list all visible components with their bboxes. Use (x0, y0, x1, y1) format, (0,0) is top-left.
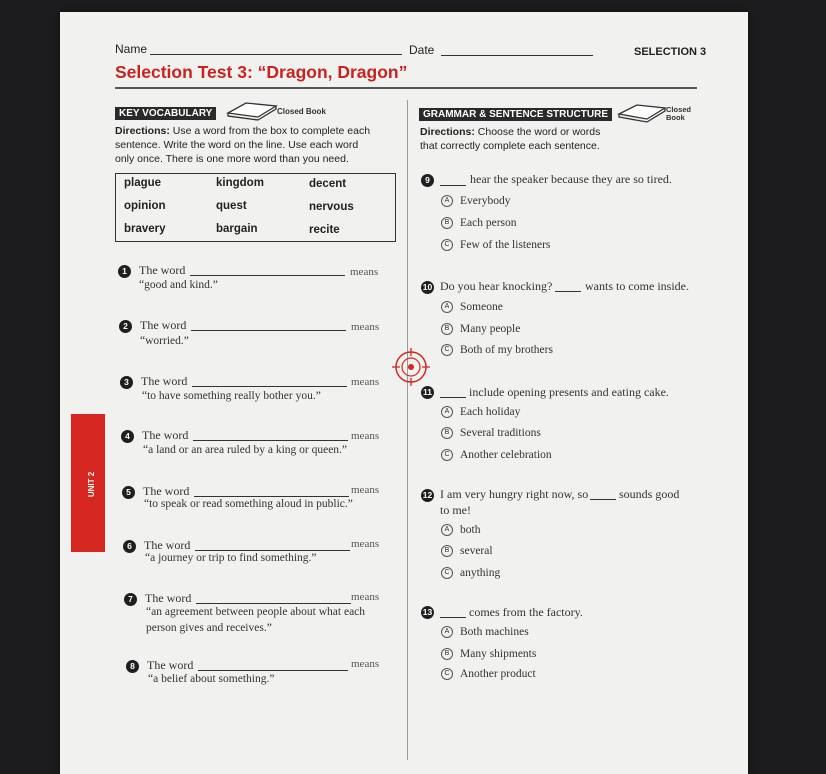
option-text: Another celebration (460, 449, 552, 461)
option-c[interactable] (441, 239, 550, 251)
answer-blank[interactable] (555, 291, 581, 292)
item-lead: The word (147, 658, 194, 672)
option-text: Someone (460, 301, 503, 313)
item-lead: The word (139, 263, 186, 277)
means-label: means (351, 321, 380, 333)
selection-label: SELECTION 3 (634, 46, 707, 58)
means-label: means (351, 484, 380, 496)
option-c[interactable] (441, 668, 536, 680)
item-lead: The word (143, 484, 190, 498)
word-box-cell: bravery (124, 223, 166, 235)
option-text: Another product (460, 668, 536, 680)
directions-text-1: Use a word from the box to complete each (172, 125, 371, 137)
option-text: Few of the listeners (460, 239, 551, 251)
question-number: 1 (118, 265, 131, 278)
date-label: Date (409, 43, 435, 57)
letter-b: B (441, 323, 453, 335)
option-text: anything (460, 567, 501, 579)
letter-c: C (441, 239, 453, 251)
answer-blank[interactable] (191, 330, 346, 331)
option-a[interactable] (441, 626, 529, 638)
question-text-after: sounds good (619, 487, 680, 501)
closed-book-label (666, 106, 691, 122)
question-number: 5 (122, 486, 135, 499)
question-text: I am very hungry right now, so (440, 487, 589, 501)
question-text: comes from the factory. (469, 605, 583, 619)
column-divider (407, 100, 408, 760)
question-number: 4 (121, 430, 134, 443)
means-label: means (351, 376, 380, 388)
option-c[interactable] (441, 567, 500, 579)
option-text: Several traditions (460, 427, 541, 439)
item-definition: “a journey or trip to find something.” (145, 552, 317, 564)
item-definition: “a belief about something.” (148, 673, 275, 685)
option-text: several (460, 545, 493, 557)
closed-text: Closed (666, 105, 692, 114)
item-lead: The word (140, 318, 187, 332)
item-definition: “good and kind.” (139, 279, 218, 291)
question-number: 8 (126, 660, 139, 673)
directions-text-3: only once. There is one more word than you need. (115, 153, 349, 165)
name-label: Name (115, 42, 148, 56)
option-a[interactable] (441, 406, 520, 418)
question-number: 6 (123, 540, 136, 553)
question-text: hear the speaker because they are so tired. (470, 172, 672, 186)
directions-text-1: Choose the word or words (477, 126, 601, 138)
answer-blank[interactable] (590, 499, 616, 500)
item-lead: The word (144, 538, 191, 552)
answer-blank[interactable] (440, 617, 466, 618)
question-text: include opening presents and eating cake. (469, 385, 669, 399)
book-icon (617, 102, 667, 124)
option-text: Both of my brothers (460, 344, 553, 356)
item-definition: “an agreement between people about what each (146, 606, 366, 618)
key-vocabulary-badge: KEY VOCABULARY (115, 107, 216, 120)
letter-c: C (441, 344, 453, 356)
answer-blank[interactable] (193, 440, 348, 441)
page-title: Selection Test 3: “Dragon, Dragon” (115, 62, 408, 82)
word-box-cell: plague (124, 177, 162, 189)
grammar-directions (420, 125, 690, 153)
word-box-cell: recite (309, 224, 340, 236)
option-b[interactable] (441, 545, 493, 557)
unit-side-tab (71, 414, 105, 552)
question-text-after: wants to come inside. (585, 279, 689, 293)
item-definition-cont: person gives and receives.” (146, 622, 272, 634)
answer-blank[interactable] (198, 670, 348, 671)
answer-blank[interactable] (195, 550, 350, 551)
directions-label: Directions: (115, 125, 170, 137)
letter-b: B (441, 648, 453, 660)
answer-blank[interactable] (440, 397, 466, 398)
option-text: Each person (460, 217, 517, 229)
closed-book-label: Closed Book (277, 107, 326, 116)
letter-c: C (441, 668, 453, 680)
letter-a: A (441, 626, 453, 638)
question-number: 11 (423, 387, 432, 397)
item-definition: “worried.” (140, 335, 189, 347)
letter-c: C (441, 567, 453, 579)
question-number: 9 (421, 174, 434, 187)
option-b[interactable] (441, 323, 520, 335)
letter-a: A (441, 301, 453, 313)
option-text: both (460, 524, 481, 536)
option-a[interactable] (441, 301, 503, 313)
letter-b: B (441, 217, 453, 229)
option-text: Everybody (460, 195, 511, 207)
vocab-directions (115, 124, 405, 166)
letter-b: B (441, 427, 453, 439)
means-label: means (351, 591, 380, 603)
option-b[interactable] (441, 427, 541, 439)
means-label: means (351, 430, 380, 442)
item-lead: The word (145, 591, 192, 605)
title-rule (115, 87, 697, 89)
answer-blank[interactable] (196, 603, 351, 604)
unit-tab-label: UNIT 2 (87, 471, 97, 498)
item-lead: The word (141, 374, 188, 388)
letter-a: A (441, 406, 453, 418)
option-text: Both machines (460, 626, 529, 638)
question-number: 10 (422, 282, 433, 292)
item-definition: “to speak or read something aloud in public.” (144, 498, 353, 510)
question-number: 7 (124, 593, 137, 606)
option-text: Many shipments (460, 648, 537, 660)
option-a[interactable] (441, 524, 480, 536)
option-c[interactable] (441, 449, 552, 461)
means-label: means (351, 538, 380, 550)
letter-b: B (441, 545, 453, 557)
question-number: 13 (422, 607, 433, 617)
name-line (150, 54, 402, 55)
directions-text-2: that correctly complete each sentence. (420, 140, 600, 152)
option-b[interactable] (441, 648, 536, 660)
option-c[interactable] (441, 344, 553, 356)
word-box-cell: bargain (216, 223, 258, 235)
question-number: 3 (120, 376, 133, 389)
book-text: Book (666, 113, 685, 122)
book-icon (226, 101, 278, 121)
means-label: means (350, 266, 379, 278)
word-box-cell: nervous (309, 201, 354, 213)
date-line (441, 55, 593, 56)
letter-a: A (441, 524, 453, 536)
word-box-cell: quest (216, 200, 247, 212)
word-box-cell: kingdom (216, 177, 264, 189)
question-number: 2 (119, 320, 132, 333)
means-label: means (351, 658, 380, 670)
item-lead: The word (142, 428, 189, 442)
question-number: 12 (422, 490, 433, 500)
grammar-badge: GRAMMAR & SENTENCE STRUCTURE (419, 108, 612, 121)
answer-blank[interactable] (440, 185, 466, 186)
option-b[interactable] (441, 217, 517, 229)
letter-a: A (441, 195, 453, 207)
letter-c: C (441, 449, 453, 461)
answer-blank[interactable] (194, 496, 349, 497)
word-box-cell: opinion (124, 200, 166, 212)
crosshair-target-icon (392, 348, 430, 386)
item-definition: “to have something really bother you.” (142, 390, 321, 402)
option-text: Each holiday (460, 406, 521, 418)
directions-label: Directions: (420, 126, 475, 138)
directions-text-2: sentence. Write the word on the line. Use each word (115, 139, 359, 151)
word-box-cell: decent (309, 178, 347, 190)
question-text-cont: to me! (440, 503, 471, 517)
answer-blank[interactable] (190, 275, 345, 276)
question-text: Do you hear knocking? (440, 279, 553, 293)
option-a[interactable] (441, 195, 510, 207)
item-definition: “a land or an area ruled by a king or queen.” (143, 444, 348, 456)
answer-blank[interactable] (192, 386, 347, 387)
option-text: Many people (460, 323, 521, 335)
